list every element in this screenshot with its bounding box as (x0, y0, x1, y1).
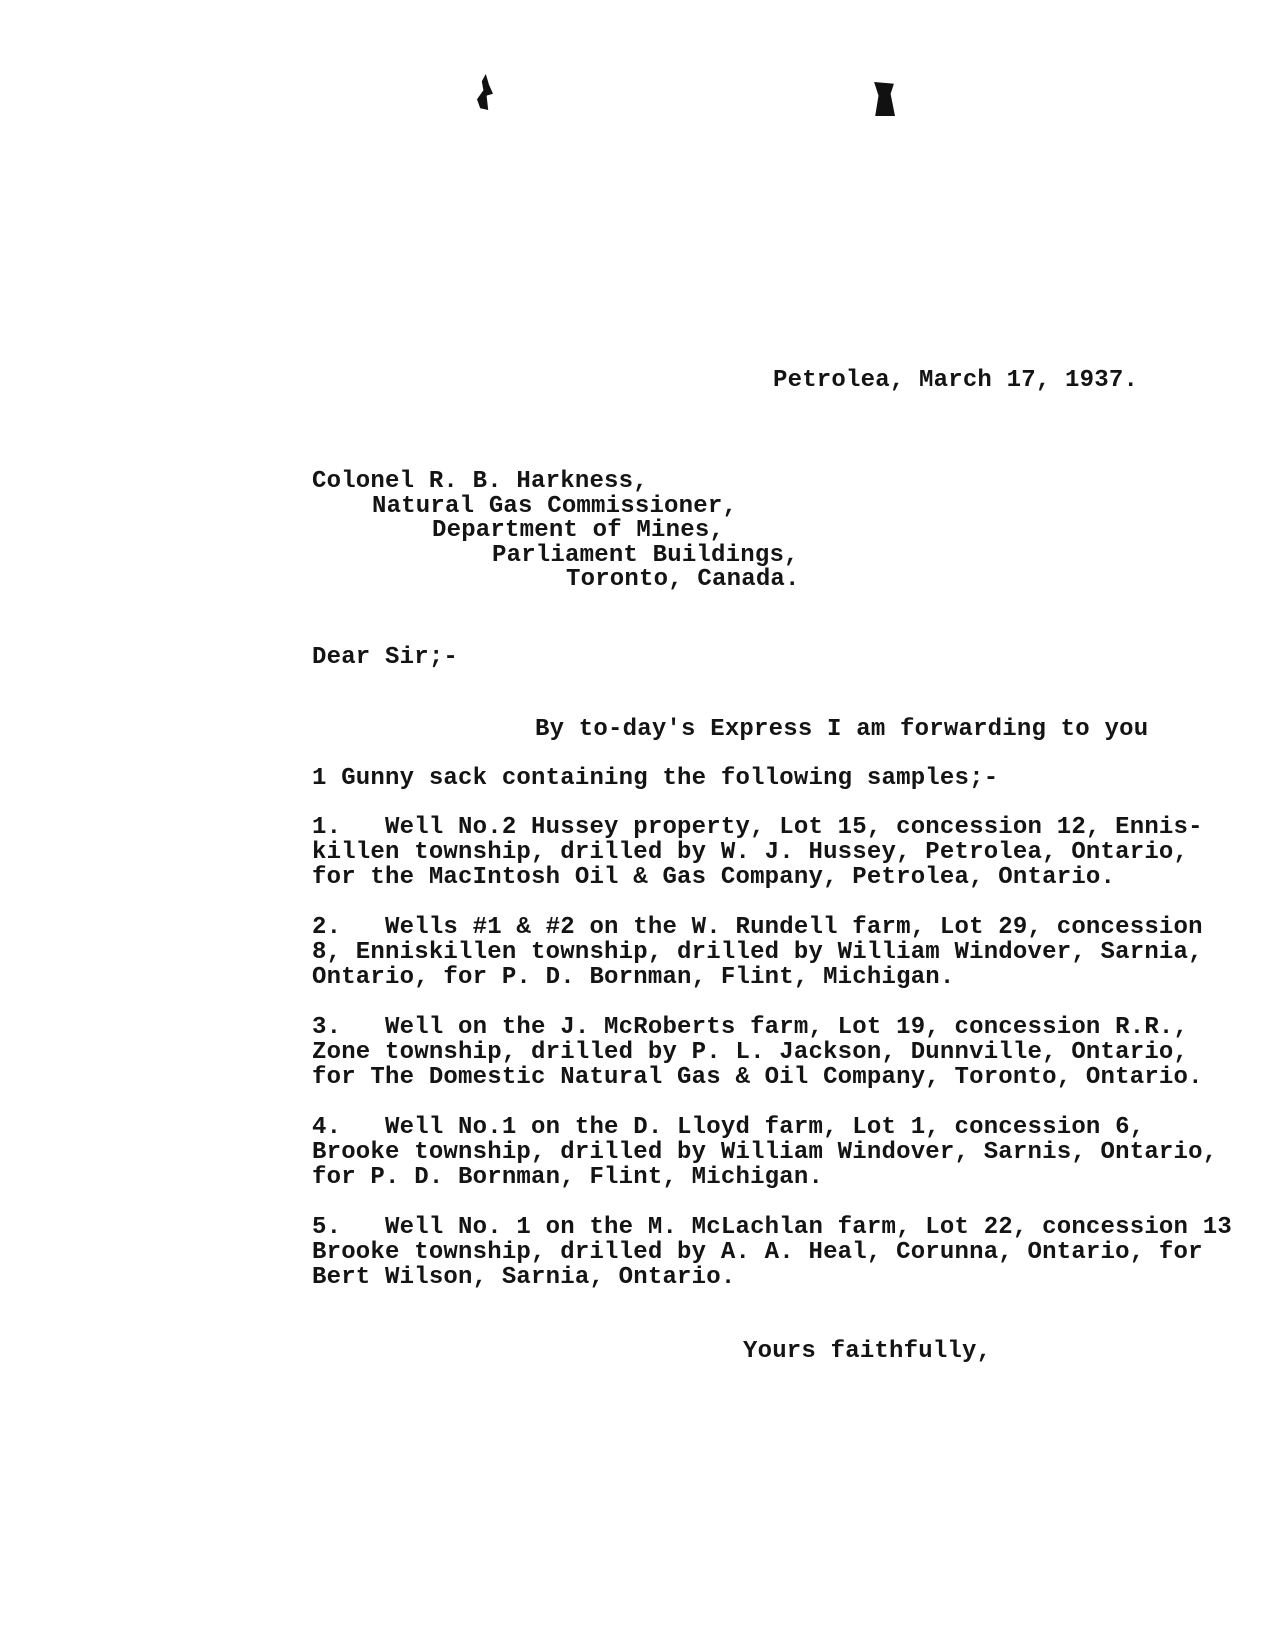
sample-line: for The Domestic Natural Gas & Oil Company, Toronto, Ontario. (312, 1064, 1203, 1091)
sample-line: Brooke township, drilled by William Windover, Sarnis, Ontario, (312, 1139, 1218, 1166)
sample-line: 2. Wells #1 & #2 on the W. Rundell farm, Lot 29, concession (312, 914, 1203, 941)
sample-line: Brooke township, drilled by A. A. Heal, Corunna, Ontario, for (312, 1239, 1203, 1266)
sample-line: killen township, drilled by W. J. Hussey, Petrolea, Ontario, (312, 839, 1189, 866)
sample-line: 1. Well No.2 Hussey property, Lot 15, concession 12, Ennis- (312, 814, 1203, 841)
dateline: Petrolea, March 17, 1937. (773, 367, 1139, 394)
sample-line: 4. Well No.1 on the D. Lloyd farm, Lot 1, concession 6, (312, 1114, 1145, 1141)
intro-line: 1 Gunny sack containing the following samples;- (312, 765, 999, 792)
address-line: Parliament Buildings, (492, 542, 799, 569)
address-line: Colonel R. B. Harkness, (312, 468, 648, 495)
ink-blot-mark (873, 82, 895, 116)
closing: Yours faithfully, (743, 1338, 992, 1365)
sample-line: for P. D. Bornman, Flint, Michigan. (312, 1164, 824, 1191)
address-line: Department of Mines, (432, 517, 725, 544)
sample-line: Ontario, for P. D. Bornman, Flint, Michigan. (312, 964, 955, 991)
address-line: Toronto, Canada. (566, 566, 800, 593)
sample-line: 3. Well on the J. McRoberts farm, Lot 19, concession R.R., (312, 1014, 1189, 1041)
ink-blot-mark (477, 74, 493, 110)
sample-line: 5. Well No. 1 on the M. McLachlan farm, Lot 22, concession 13 (312, 1214, 1232, 1241)
address-line: Natural Gas Commissioner, (372, 493, 738, 520)
sample-line: Bert Wilson, Sarnia, Ontario. (312, 1264, 736, 1291)
salutation: Dear Sir;- (312, 644, 459, 671)
intro-line: By to-day's Express I am forwarding to you (535, 716, 1149, 743)
sample-line: Zone township, drilled by P. L. Jackson, Dunnville, Ontario, (312, 1039, 1189, 1066)
sample-line: for the MacIntosh Oil & Gas Company, Petrolea, Ontario. (312, 864, 1116, 891)
sample-line: 8, Enniskillen township, drilled by William Windover, Sarnia, (312, 939, 1203, 966)
